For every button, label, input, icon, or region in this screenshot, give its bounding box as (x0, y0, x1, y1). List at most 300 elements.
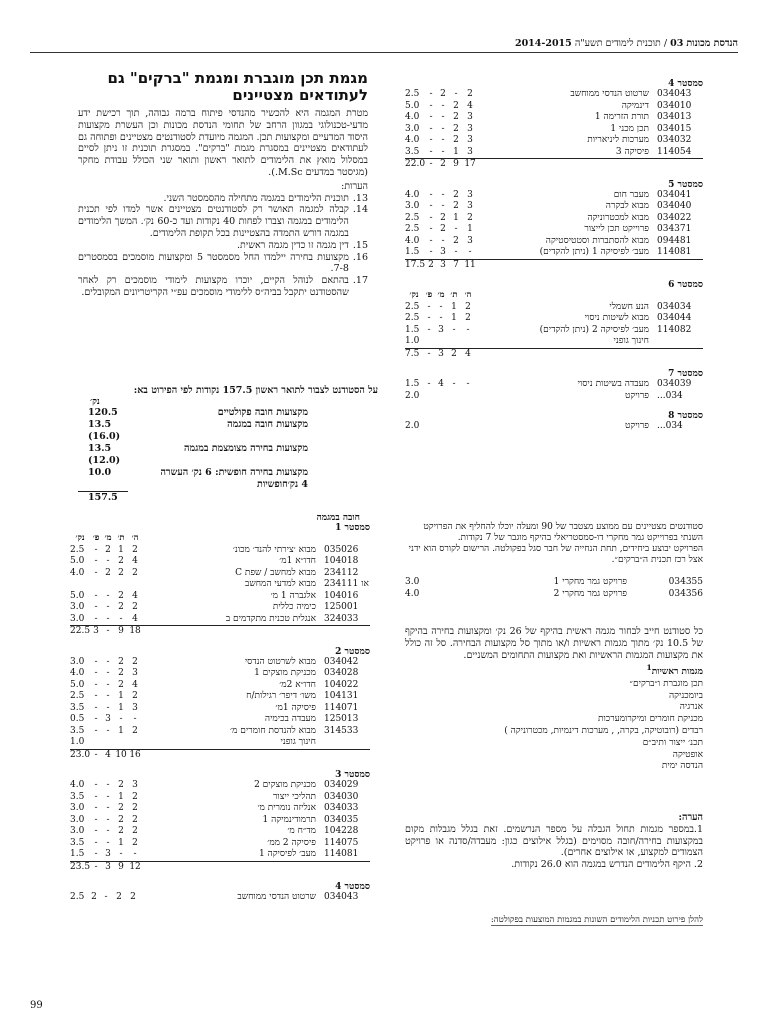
track-item: תכנ׳ ייצור ותיב״ם (642, 737, 703, 748)
col-header-t: ת׳ (450, 290, 458, 300)
remark-title: הערה: (678, 812, 703, 823)
track-item: תכן מוגברת ו״ברקים״ (629, 678, 703, 689)
lab: 2 (105, 567, 111, 578)
table-row (70, 826, 370, 838)
course-code: 034015 (657, 123, 692, 134)
course-code: 034043 (324, 892, 359, 902)
lecture: 2 (132, 602, 138, 612)
tutorial: 2 (118, 668, 124, 678)
track-item: ביומכניקה (668, 690, 703, 701)
course-name: פיסיקה 1מ׳ (275, 702, 316, 713)
course-name: מבוא למחשב / שפת C (235, 567, 316, 578)
track-item: מכניקת חומרים ומיקרומערכות (598, 714, 703, 725)
course-name: מבוא לשרטוט הנדסי (244, 656, 316, 667)
tutorial: 2 (118, 602, 124, 612)
course-table (405, 421, 703, 433)
summary-value: 13.5 (88, 443, 112, 454)
course-table (405, 290, 703, 360)
credits: 4.0 (70, 668, 85, 678)
practice: - (94, 837, 98, 848)
credits: 2.0 (405, 390, 420, 401)
tutorial: - (454, 224, 458, 234)
table-row (70, 714, 370, 726)
table-row (70, 737, 370, 749)
course-name: אנגלית טכנית מתקדמים ב (225, 613, 316, 624)
lab: - (439, 313, 443, 323)
spacer (657, 159, 703, 171)
practice: - (94, 803, 98, 813)
course-name: תכן מכני 1 (610, 123, 649, 134)
credits: 0.5 (70, 714, 85, 724)
table-row (405, 190, 703, 202)
practice: - (429, 135, 433, 145)
total-p: - (90, 861, 102, 873)
practice (423, 421, 435, 433)
running-header: הנדסת מכונות 03 / תוכנית לימודים תשע"ה 2014-2015 (514, 38, 738, 49)
practice: 2 (91, 892, 97, 902)
lab: - (441, 235, 445, 246)
total-n: 23.0 (70, 749, 91, 760)
lab: - (106, 668, 110, 678)
practice: - (429, 235, 433, 246)
total-n: 22.5 (70, 626, 91, 636)
summary-row (78, 431, 378, 443)
summary-value: 157.5 (78, 491, 128, 504)
course-code: 034010 (657, 100, 692, 111)
credits: 2.5 (405, 301, 420, 312)
total-row (405, 259, 703, 271)
practice: - (94, 679, 98, 690)
lecture (461, 421, 475, 433)
course-table (70, 892, 370, 904)
lab: - (104, 892, 108, 902)
total-p: - (90, 749, 102, 761)
table-row (405, 112, 703, 124)
table-row (405, 147, 703, 159)
note-item (78, 252, 368, 276)
tutorial: 2 (118, 826, 124, 836)
header-divider (30, 52, 738, 53)
lab: - (106, 814, 110, 825)
course-name: פיסיקה 2 ממ׳ (267, 837, 316, 848)
semester-block (405, 78, 703, 171)
lab: - (441, 146, 445, 157)
table-row (70, 614, 370, 626)
table-row (70, 803, 370, 815)
credits: 3.0 (70, 803, 85, 813)
header-catalog: תוכנית לימודים תשע"ה (574, 38, 661, 49)
lab: 3 (105, 849, 111, 859)
spacer (324, 861, 370, 873)
lecture: 2 (132, 544, 138, 555)
credits: 3.5 (405, 146, 420, 157)
total-t: 9 (449, 159, 463, 171)
course-name: מערכות ליניאריות (587, 135, 649, 145)
total-h: 16 (129, 749, 141, 760)
course-code: 125013 (324, 714, 359, 724)
tutorial: 2 (453, 235, 459, 246)
note-item (78, 240, 368, 252)
lab: - (106, 837, 110, 848)
credits: 3.0 (405, 123, 420, 134)
mandatory-title: חובה במגמה (316, 513, 360, 523)
lecture: 3 (467, 112, 473, 122)
course-code: 114082 (657, 324, 692, 335)
tutorial: 2 (118, 656, 124, 667)
summary-label: 4 נק׳חופשיות (257, 479, 308, 490)
practice: - (94, 826, 98, 836)
course-name: חדו״א 1מ׳ (279, 556, 316, 566)
project-note (405, 522, 703, 566)
summary-title: על הסטודנט לצבור לתואר ראשון 157.5 נקודות לפי הפירוט בא: (133, 385, 378, 396)
credits: 5.0 (70, 590, 85, 601)
lab: - (106, 590, 110, 601)
course-code: 125001 (324, 602, 359, 612)
credits: 4.0 (70, 780, 85, 790)
credits: 1.0 (70, 737, 85, 747)
course-name: פרויקט (624, 421, 649, 431)
tutorial: - (454, 247, 458, 257)
tutorial: 1 (118, 702, 124, 713)
semester-block (405, 410, 703, 433)
course-name: מכניקת מוצקים 1 (254, 668, 316, 678)
tutorial: 2 (453, 135, 459, 145)
lecture: 3 (132, 668, 138, 678)
lecture: 3 (467, 189, 473, 200)
practice: - (94, 691, 98, 701)
semester-title: סמסטר 5 (668, 179, 703, 190)
summary-label (308, 455, 378, 467)
table-row (70, 680, 370, 692)
total-p: - (425, 159, 437, 171)
course-code: 034028 (324, 668, 359, 678)
practice: - (94, 849, 98, 859)
summary-row (78, 419, 378, 431)
total-h: 4 (461, 348, 475, 360)
tutorial: - (454, 89, 458, 99)
lecture: - (133, 714, 137, 724)
spacer (657, 259, 703, 271)
summary-label: מקצועות חובה פקולטיים (217, 407, 308, 418)
table-row (70, 668, 370, 680)
table-row (70, 602, 370, 614)
project-credits: 3.0 (405, 577, 420, 587)
table-header-row (405, 290, 703, 302)
col-header-n: נק׳ (75, 533, 85, 543)
spacer (475, 290, 657, 302)
practice: - (427, 313, 431, 323)
choice-note: כל סטודנט חייב לבחור מגמה ראשית בהיקף של 26 נק׳ ומקצועות בחירה בהיקף של 10.5 נק׳ מתוך מגמות ראשיות ו/או מתוך סל מקצועות הבחירה. סל זה כולל את מקצועות המגמות הראשיות ואת מקצועות התחומים המשניים. (405, 626, 703, 661)
course-name: מעב׳ לפיסיקה 1 (258, 849, 316, 859)
table-header-row (70, 533, 370, 545)
lab: - (106, 656, 110, 667)
course-code: 034039 (657, 379, 692, 389)
remark-item: 1.במספר מגמות תחול הגבלה על מספר הנרשמים. זאת בגלל מגבלות מקום במקצועות בחירה/חובה מסוימים (בגלל אילוצים כגון: מעבדה/סדנה או פרויקט הצמודים למקצוע, או אילוצים אחרים). (405, 823, 703, 859)
course-name: תרמודינמיקה 1 (262, 814, 316, 825)
table-row (405, 135, 703, 147)
table-row (70, 780, 370, 792)
lecture: 3 (467, 235, 473, 246)
course-code: 034... (657, 421, 683, 431)
credits (70, 579, 90, 591)
total-t: 9 (114, 626, 128, 638)
total-t: 7 (449, 259, 463, 271)
tutorial: 2 (453, 123, 459, 134)
lab: - (106, 602, 110, 612)
table-row (70, 792, 370, 804)
semester-title: סמסטר 4 (335, 882, 370, 892)
tutorial: 2 (453, 189, 459, 200)
track-item: אופטיקה (672, 749, 703, 760)
lab: 2 (105, 544, 111, 555)
project-name: פרויקט גמר מחקרי 1 (553, 577, 627, 587)
lab (102, 737, 114, 749)
lab: - (106, 613, 110, 624)
table-row (405, 302, 703, 314)
tutorial: 2 (118, 679, 124, 690)
project-code: 034355 (668, 577, 703, 587)
col-header-p: פ׳ (425, 290, 433, 300)
tutorial: - (119, 714, 123, 724)
tutorial: 1 (451, 301, 457, 312)
semester-block (405, 279, 703, 360)
lab: - (106, 691, 110, 701)
total-p: 3 (90, 626, 102, 638)
course-name: דינמיקה (621, 100, 649, 111)
note-item (78, 204, 368, 239)
lab: - (441, 135, 445, 145)
summary-value: 10.0 (88, 467, 112, 478)
practice: - (429, 146, 433, 157)
semester-title: סמסטר 4 (668, 79, 703, 89)
spacer (477, 259, 657, 271)
lecture: 2 (467, 212, 473, 223)
semester-block (70, 522, 370, 638)
practice: - (427, 301, 431, 312)
course-name: שרטוט הנדסי ממוחשב (237, 892, 316, 902)
tutorial: 2 (118, 814, 124, 825)
practice: - (94, 590, 98, 601)
course-name: חינוך גופני (280, 737, 316, 747)
course-name: מבוא להסתברות וסטטיסטיקה (545, 235, 649, 246)
lecture: 4 (132, 556, 138, 566)
tutorial: 2 (116, 892, 122, 902)
practice: - (429, 212, 433, 223)
course-code: 034029 (324, 780, 359, 790)
semester-title: סמסטר 8 (668, 411, 703, 421)
total-t: 10 (115, 749, 127, 760)
practice: - (94, 714, 98, 724)
lecture: 2 (465, 301, 471, 312)
track-item: הנדסה ימית (661, 761, 703, 772)
col-header-p: פ׳ (92, 533, 100, 543)
total-row (405, 348, 703, 360)
lecture: 2 (132, 814, 138, 825)
total-m: 3 (435, 348, 447, 360)
header-years: 2014-2015 (514, 38, 572, 49)
lecture: - (466, 379, 470, 389)
track-title: מגמת תכן מוגברת ומגמת "ברקים" גם לעתודאים מצטיינים (107, 69, 368, 104)
credits: 3.5 (70, 725, 85, 736)
lecture: - (468, 247, 472, 257)
summary-label: מקצועות בחירה חופשית: 6 נק׳ העשרה (160, 467, 308, 478)
practice (90, 737, 102, 749)
credits: 4.0 (405, 135, 420, 145)
spacer (657, 290, 703, 302)
tutorial: 2 (453, 201, 459, 211)
table-row (70, 568, 370, 580)
tutorial (447, 391, 461, 403)
credits: 2.5 (405, 89, 420, 99)
course-name: מבוא למדעי המחשב (245, 579, 316, 589)
header-faculty: הנדסת מכונות (686, 38, 738, 49)
lecture: 2 (467, 89, 473, 99)
lab (435, 391, 447, 403)
tutorial: 1 (118, 725, 124, 736)
practice: - (94, 725, 98, 736)
practice: - (427, 324, 431, 335)
course-code: 034033 (324, 803, 359, 813)
lab: 3 (438, 324, 444, 335)
course-code: 114054 (657, 146, 692, 157)
lecture: 2 (132, 791, 138, 802)
col-header-n: נק׳ (409, 290, 419, 300)
semester-title: סמסטר 1 (335, 523, 370, 533)
total-m: 3 (102, 861, 114, 873)
course-name: פרויקט (624, 390, 649, 401)
lecture: 3 (467, 123, 473, 134)
lecture: 1 (467, 224, 473, 234)
track-item: אנרגיה (679, 702, 703, 713)
tutorial (114, 579, 128, 591)
credits: 1.5 (405, 324, 420, 335)
lab: - (106, 780, 110, 790)
table-row (70, 703, 370, 715)
lecture: 2 (130, 892, 136, 902)
course-name: פרוייקט תכן לייצור (584, 224, 649, 234)
spacer (475, 348, 657, 360)
note-number: 17. (352, 275, 368, 287)
spacer (142, 861, 324, 873)
credits: 3.0 (70, 656, 85, 667)
course-name: חדו״א 2מ׳ (279, 679, 316, 690)
course-table (70, 780, 370, 873)
tutorial: 2 (118, 567, 124, 578)
total-t: 2 (447, 348, 461, 360)
credits: 1.0 (405, 336, 420, 346)
credits: 3.5 (70, 702, 85, 713)
practice: - (94, 602, 98, 612)
track-intro: מטרת המגמה היא להכשיר מהנדסי פיתוח ברמה גבוהה, תוך רכישת ידע מדעי-טכנולוגי במגוון הרחב של תחומי הנדסת מכונות וכן העשרת מקצועות היסוד המדעיים ומקצועות תכן. המגמה מיועדת לסטודנטים מצטיינים ופתוחה גם לעתודאים מצטיינים במסגרת מגמת "ברקים". במסגרת תוכנית זו ניתן לסיים במסלול מואץ את הלימודים לתואר ראשון ותואר שני הכולל עבודת מחקר (מגיסטר במדעים M.Sc.). (78, 108, 368, 178)
spacer (142, 749, 324, 761)
practice: - (94, 814, 98, 825)
lecture: - (466, 324, 470, 335)
practice: - (429, 189, 433, 200)
lecture: 2 (132, 691, 138, 701)
lecture: 2 (132, 656, 138, 667)
project-note-p1: סטודנטים מצטיינים עם ממוצע מצטבר של 90 ומעלה יוכלו להחליף את הפרויקט השנתי בפרוייקט גמר מחקרי דו-סמסטריאלי בהיקף מוגבר של 7 נקודות. (423, 522, 703, 543)
credits: 2.5 (70, 892, 85, 902)
summary-row (78, 455, 378, 467)
course-code: 034044 (657, 313, 692, 323)
lab (102, 579, 114, 591)
practice: - (429, 201, 433, 211)
credits: 3.0 (405, 201, 420, 211)
course-name: חינוך גופני (613, 336, 649, 346)
semester-block (70, 646, 370, 762)
course-name: מעבדה בשיטות ניסוי (577, 379, 649, 389)
course-code: 034032 (657, 135, 692, 145)
semester-title: סמסטר 6 (668, 280, 703, 290)
credits: 3.5 (70, 791, 85, 802)
lab: 2 (440, 89, 446, 99)
summary-label: מקצועות חובה במגמה (227, 419, 308, 430)
credits: 3.0 (70, 613, 85, 624)
project-note-p2: הפרויקט יבוצע ביחידים, תחת הנחייה של חבר סגל בפקולטה. הרישום לקורס הוא ידני אצל רכז תכנית ה״ברקים״. (408, 544, 703, 565)
course-code: 314533 (324, 725, 359, 736)
main-tracks-title: מגמות ראשיות (651, 667, 703, 677)
left-semesters (70, 522, 370, 912)
course-code: 035026 (324, 544, 359, 555)
tutorial: 1 (453, 146, 459, 157)
spacer (324, 749, 370, 761)
course-name: תהליכי ייצור (272, 791, 316, 802)
col-header-t: ת׳ (117, 533, 125, 543)
practice: - (429, 100, 433, 111)
lab: - (106, 803, 110, 813)
semester-title: סמסטר 2 (335, 646, 370, 657)
lecture (461, 391, 475, 403)
main-tracks-sup: 1 (646, 663, 652, 672)
table-row (405, 336, 703, 348)
main-tracks (405, 662, 703, 773)
practice: - (94, 544, 98, 555)
course-name: פיסיקה 3 (615, 146, 649, 157)
summary-rows (78, 407, 378, 504)
course-table (70, 533, 370, 638)
course-table (405, 190, 703, 272)
lab: 3 (440, 247, 446, 257)
practice: - (94, 702, 98, 713)
table-row (70, 691, 370, 703)
total-m: 2 (437, 159, 449, 171)
summary-label: מקצועות בחירה מצומצמת במגמה (184, 443, 308, 454)
lab (435, 336, 447, 348)
project-row (405, 588, 703, 600)
tutorial (447, 421, 461, 433)
note-number: 16. (352, 251, 368, 263)
lecture: 2 (132, 803, 138, 813)
course-code: 034043 (657, 89, 692, 99)
lab: - (106, 702, 110, 713)
total-n: 23.5 (70, 861, 91, 872)
lecture: 2 (132, 837, 138, 848)
lecture: 4 (132, 590, 138, 601)
table-row (70, 815, 370, 827)
lab: - (441, 112, 445, 122)
lecture: 3 (467, 146, 473, 157)
credits: 4.0 (70, 567, 85, 578)
lab: 3 (105, 714, 111, 724)
course-code: 034013 (657, 112, 692, 122)
credits: 3.5 (70, 837, 85, 848)
table-row (70, 556, 370, 568)
credits: 2.0 (405, 421, 420, 431)
summary-row (78, 467, 378, 479)
credits: 2.5 (70, 544, 85, 555)
table-row (405, 313, 703, 325)
course-code: 114081 (324, 849, 359, 859)
